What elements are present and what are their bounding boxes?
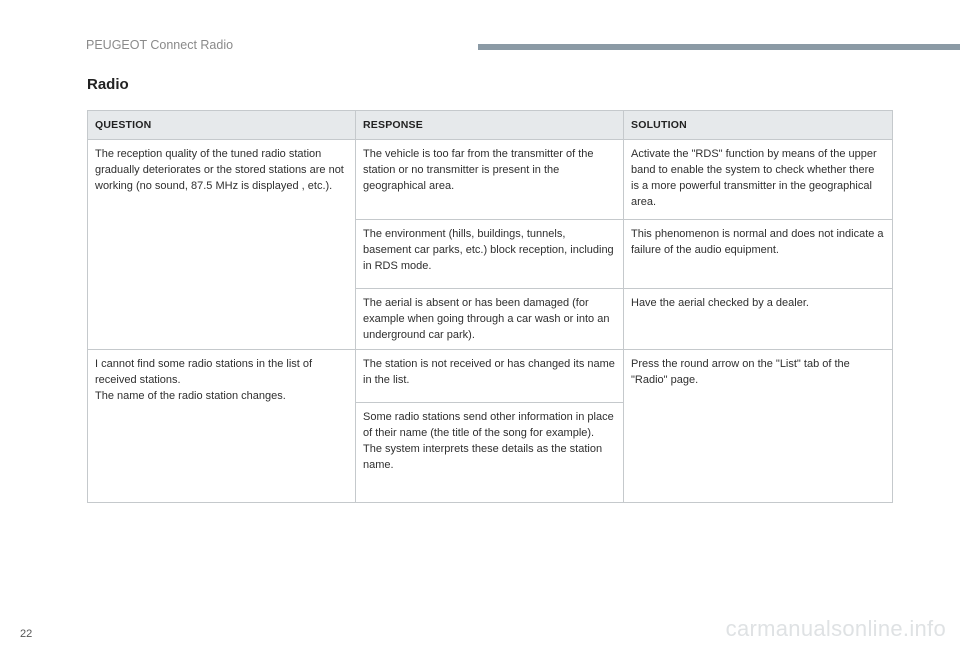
watermark: carmanualsonline.info bbox=[725, 616, 946, 641]
column-header-solution: SOLUTION bbox=[624, 111, 893, 140]
column-header-question: QUESTION bbox=[88, 111, 356, 140]
solution-cell: Press the round arrow on the "List" tab of the "Radio" page. bbox=[624, 350, 893, 503]
troubleshooting-table bbox=[87, 110, 893, 503]
running-header: PEUGEOT Connect Radio bbox=[86, 38, 234, 52]
response-cell: The aerial is absent or has been damaged (for example when going through a car wash or into an underground car park). bbox=[356, 289, 624, 350]
table-row bbox=[88, 350, 893, 403]
page-number: 22 bbox=[20, 628, 33, 640]
response-cell: The environment (hills, buildings, tunnels, basement car parks, etc.) block reception, including in RDS mode. bbox=[356, 220, 624, 289]
solution-cell: Activate the "RDS" function by means of the upper band to enable the system to check whether there is a more powerful transmitter in the geographical area. bbox=[624, 140, 893, 220]
solution-cell: This phenomenon is normal and does not indicate a failure of the audio equipment. bbox=[624, 220, 893, 289]
response-cell: The station is not received or has changed its name in the list. bbox=[356, 350, 624, 403]
question-cell: The reception quality of the tuned radio station gradually deteriorates or the stored stations are not working (no sound, 87.5 MHz is displayed , etc.). bbox=[88, 140, 356, 350]
solution-cell: Have the aerial checked by a dealer. bbox=[624, 289, 893, 350]
column-header-response: RESPONSE bbox=[356, 111, 624, 140]
section-title: Radio bbox=[87, 76, 129, 94]
table-row bbox=[88, 140, 893, 220]
question-cell: I cannot find some radio stations in the list of received stations. The name of the radio station changes. bbox=[88, 350, 356, 503]
response-cell: Some radio stations send other information in place of their name (the title of the song for example). The system interprets these details as the station name. bbox=[356, 403, 624, 503]
table-header-row bbox=[88, 111, 893, 140]
header-rule bbox=[478, 44, 960, 50]
response-cell: The vehicle is too far from the transmitter of the station or no transmitter is present in the geographical area. bbox=[356, 140, 624, 220]
